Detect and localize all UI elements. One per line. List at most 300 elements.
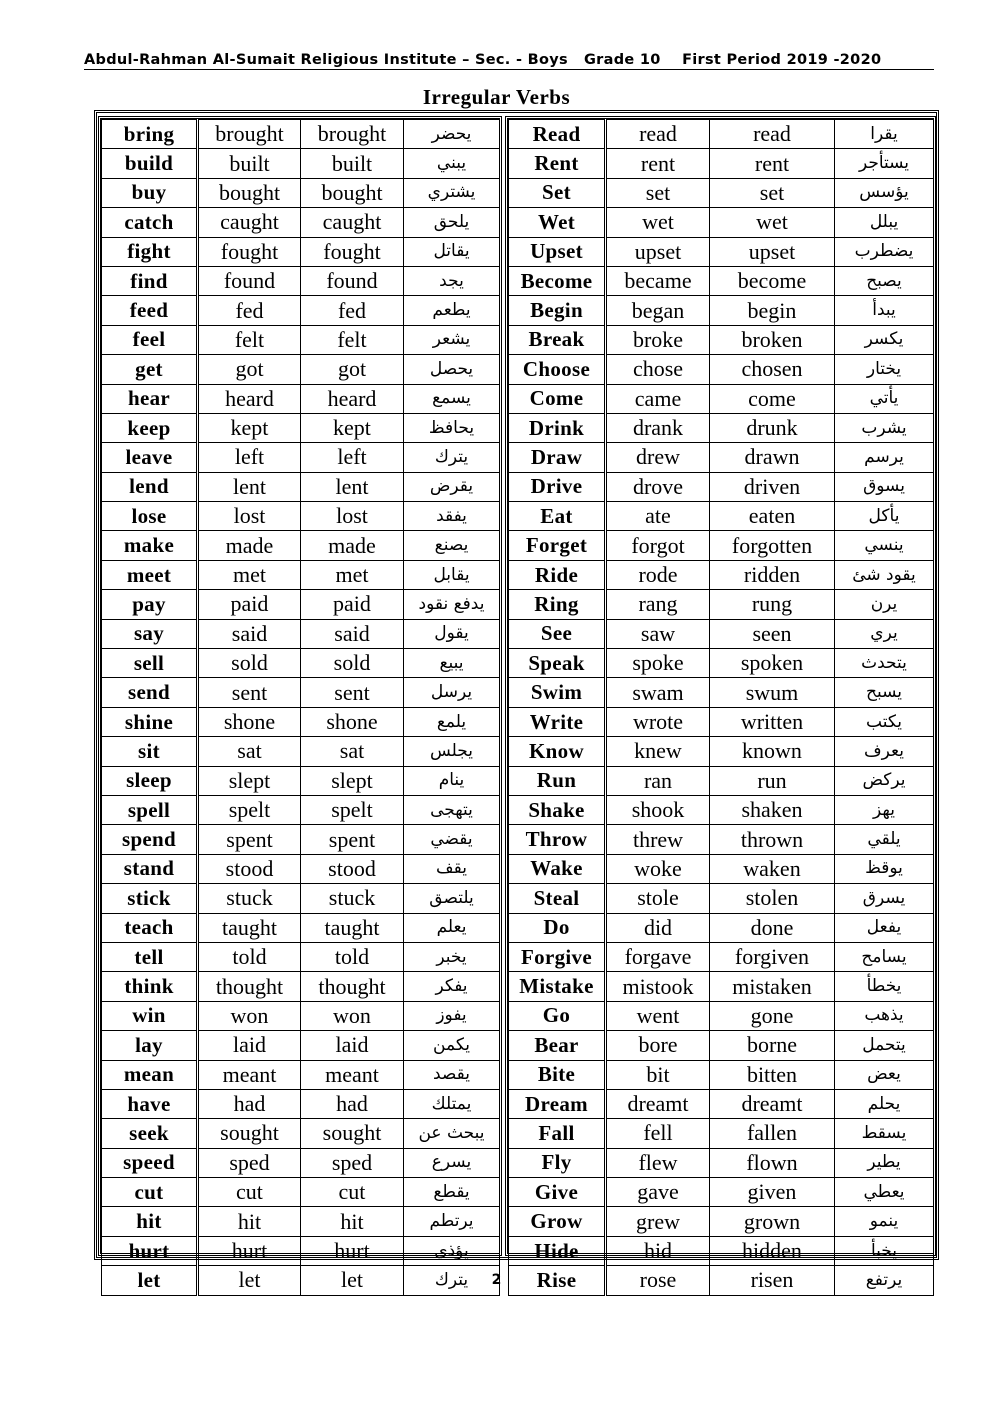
past-participle: wet	[710, 208, 835, 237]
verb-row	[102, 296, 500, 325]
past-participle: swum	[710, 678, 835, 707]
verb-row	[102, 531, 500, 560]
verb-row	[509, 913, 934, 942]
base-form: Grow	[509, 1207, 606, 1236]
past-simple: did	[606, 913, 710, 942]
base-form: pay	[102, 590, 198, 619]
base-form: Write	[509, 707, 606, 736]
verb-row	[509, 972, 934, 1001]
verb-row	[509, 649, 934, 678]
base-form: feed	[102, 296, 198, 325]
arabic-meaning: يسبح	[835, 678, 934, 707]
verb-row	[509, 237, 934, 266]
past-participle: heard	[301, 384, 404, 413]
verb-row	[102, 208, 500, 237]
past-simple: let	[198, 1266, 301, 1295]
past-simple: forgot	[606, 531, 710, 560]
arabic-meaning: يبدأ	[835, 296, 934, 325]
verb-row	[509, 120, 934, 149]
base-form: find	[102, 266, 198, 295]
past-simple: drew	[606, 443, 710, 472]
base-form: Eat	[509, 502, 606, 531]
past-participle: borne	[710, 1031, 835, 1060]
verb-row	[509, 737, 934, 766]
past-participle: drawn	[710, 443, 835, 472]
past-participle: meant	[301, 1060, 404, 1089]
verb-row	[509, 296, 934, 325]
base-form: buy	[102, 178, 198, 207]
base-form: say	[102, 619, 198, 648]
past-simple: spoke	[606, 649, 710, 678]
verb-row	[509, 149, 934, 178]
base-form: Set	[509, 178, 606, 207]
arabic-meaning: يرتفع	[835, 1266, 934, 1295]
past-participle: known	[710, 737, 835, 766]
past-participle: sped	[301, 1148, 404, 1177]
verb-row	[102, 325, 500, 354]
past-participle: stolen	[710, 884, 835, 913]
verb-row	[102, 1236, 500, 1265]
base-form: Steal	[509, 884, 606, 913]
past-simple: came	[606, 384, 710, 413]
past-participle: bought	[301, 178, 404, 207]
arabic-meaning: يقف	[404, 854, 500, 883]
verb-row	[102, 649, 500, 678]
arabic-meaning: يكسر	[835, 325, 934, 354]
arabic-meaning: يبيع	[404, 649, 500, 678]
verb-row	[509, 825, 934, 854]
verb-row	[509, 766, 934, 795]
verb-row	[102, 266, 500, 295]
verbs-table-left-body	[102, 120, 500, 1296]
base-form: spend	[102, 825, 198, 854]
base-form: Fly	[509, 1148, 606, 1177]
past-participle: met	[301, 560, 404, 589]
verb-row	[102, 942, 500, 971]
past-participle: told	[301, 942, 404, 971]
base-form: Read	[509, 120, 606, 149]
past-simple: threw	[606, 825, 710, 854]
arabic-meaning: ينام	[404, 766, 500, 795]
verb-row	[509, 413, 934, 442]
past-participle: let	[301, 1266, 404, 1295]
past-participle: driven	[710, 472, 835, 501]
verb-row	[509, 678, 934, 707]
base-form: catch	[102, 208, 198, 237]
past-participle: paid	[301, 590, 404, 619]
base-form: Bite	[509, 1060, 606, 1089]
past-simple: slept	[198, 766, 301, 795]
verb-row	[509, 502, 934, 531]
past-participle: written	[710, 707, 835, 736]
verb-row	[102, 178, 500, 207]
institute-name: Abdul-Rahman Al-Sumait Religious Institute – Sec. - Boys	[84, 52, 568, 68]
past-participle: begin	[710, 296, 835, 325]
base-form: Throw	[509, 825, 606, 854]
period-label: First Period 2019 -2020	[682, 52, 882, 68]
base-form: sleep	[102, 766, 198, 795]
arabic-meaning: يعرف	[835, 737, 934, 766]
verb-row	[102, 149, 500, 178]
arabic-meaning: يري	[835, 619, 934, 648]
arabic-meaning: يرسم	[835, 443, 934, 472]
verb-row	[509, 384, 934, 413]
verbs-table-right	[505, 116, 936, 1293]
base-form: Choose	[509, 355, 606, 384]
verb-row	[509, 1031, 934, 1060]
past-simple: got	[198, 355, 301, 384]
past-simple: meant	[198, 1060, 301, 1089]
past-simple: laid	[198, 1031, 301, 1060]
past-simple: had	[198, 1089, 301, 1118]
past-simple: gave	[606, 1178, 710, 1207]
past-participle: eaten	[710, 502, 835, 531]
past-participle: forgotten	[710, 531, 835, 560]
past-simple: brought	[198, 120, 301, 149]
past-simple: rent	[606, 149, 710, 178]
past-participle: stood	[301, 854, 404, 883]
arabic-meaning: يطير	[835, 1148, 934, 1177]
page-number: 2	[491, 1272, 502, 1288]
verb-row	[102, 913, 500, 942]
verb-row	[509, 1001, 934, 1030]
arabic-meaning: يلقي	[835, 825, 934, 854]
verb-row	[102, 1031, 500, 1060]
base-form: win	[102, 1001, 198, 1030]
base-form: spell	[102, 795, 198, 824]
verb-row	[102, 884, 500, 913]
past-participle: set	[710, 178, 835, 207]
past-simple: fought	[198, 237, 301, 266]
arabic-meaning: يرسل	[404, 678, 500, 707]
base-form: Rise	[509, 1266, 606, 1295]
past-simple: taught	[198, 913, 301, 942]
past-simple: told	[198, 942, 301, 971]
arabic-meaning: يبلل	[835, 208, 934, 237]
arabic-meaning: يشعر	[404, 325, 500, 354]
arabic-meaning: يقطع	[404, 1178, 500, 1207]
arabic-meaning: يختار	[835, 355, 934, 384]
past-simple: spent	[198, 825, 301, 854]
verb-row	[509, 472, 934, 501]
past-simple: swam	[606, 678, 710, 707]
past-simple: grew	[606, 1207, 710, 1236]
verb-row	[509, 1236, 934, 1265]
verb-row	[509, 795, 934, 824]
base-form: seek	[102, 1119, 198, 1148]
past-simple: dreamt	[606, 1089, 710, 1118]
past-participle: sought	[301, 1119, 404, 1148]
arabic-meaning: يرتطم	[404, 1207, 500, 1236]
verb-row	[102, 825, 500, 854]
arabic-meaning: يمتلك	[404, 1089, 500, 1118]
past-participle: said	[301, 619, 404, 648]
arabic-meaning: يقرا	[835, 120, 934, 149]
past-simple: cut	[198, 1178, 301, 1207]
verb-row	[509, 355, 934, 384]
arabic-meaning: يؤسس	[835, 178, 934, 207]
past-simple: bought	[198, 178, 301, 207]
verb-row	[509, 1060, 934, 1089]
arabic-meaning: يطعم	[404, 296, 500, 325]
base-form: Know	[509, 737, 606, 766]
base-form: Swim	[509, 678, 606, 707]
verb-row	[509, 531, 934, 560]
past-simple: stood	[198, 854, 301, 883]
past-simple: sat	[198, 737, 301, 766]
verb-row	[102, 120, 500, 149]
past-participle: left	[301, 443, 404, 472]
verb-row	[509, 590, 934, 619]
arabic-meaning: يلمع	[404, 707, 500, 736]
past-simple: thought	[198, 972, 301, 1001]
base-form: Wake	[509, 854, 606, 883]
base-form: Speak	[509, 649, 606, 678]
past-simple: became	[606, 266, 710, 295]
verb-row	[102, 560, 500, 589]
past-participle: forgiven	[710, 942, 835, 971]
past-participle: fallen	[710, 1119, 835, 1148]
arabic-meaning: يصنع	[404, 531, 500, 560]
base-form: Begin	[509, 296, 606, 325]
arabic-meaning: يفعل	[835, 913, 934, 942]
arabic-meaning: يخبر	[404, 942, 500, 971]
base-form: Hide	[509, 1236, 606, 1265]
arabic-meaning: يجد	[404, 266, 500, 295]
arabic-meaning: يبحث عن	[404, 1119, 500, 1148]
past-simple: went	[606, 1001, 710, 1030]
past-participle: flown	[710, 1148, 835, 1177]
verb-row	[509, 1148, 934, 1177]
past-participle: rent	[710, 149, 835, 178]
arabic-meaning: يتحمل	[835, 1031, 934, 1060]
past-simple: kept	[198, 413, 301, 442]
arabic-meaning: يشتري	[404, 178, 500, 207]
base-form: Give	[509, 1178, 606, 1207]
arabic-meaning: يأكل	[835, 502, 934, 531]
arabic-meaning: يقصد	[404, 1060, 500, 1089]
arabic-meaning: يحافظ	[404, 413, 500, 442]
arabic-meaning: يقود شئ	[835, 560, 934, 589]
arabic-meaning: يذهب	[835, 1001, 934, 1030]
base-form: send	[102, 678, 198, 707]
arabic-meaning: يلحق	[404, 208, 500, 237]
past-simple: fell	[606, 1119, 710, 1148]
past-simple: lent	[198, 472, 301, 501]
past-participle: laid	[301, 1031, 404, 1060]
past-simple: drove	[606, 472, 710, 501]
past-simple: paid	[198, 590, 301, 619]
base-form: hit	[102, 1207, 198, 1236]
verb-row	[509, 208, 934, 237]
base-form: Upset	[509, 237, 606, 266]
past-simple: found	[198, 266, 301, 295]
base-form: Forget	[509, 531, 606, 560]
past-simple: left	[198, 443, 301, 472]
arabic-meaning: يقول	[404, 619, 500, 648]
arabic-meaning: يقابل	[404, 560, 500, 589]
base-form: keep	[102, 413, 198, 442]
past-simple: caught	[198, 208, 301, 237]
base-form: Do	[509, 913, 606, 942]
base-form: lose	[102, 502, 198, 531]
verb-row	[102, 766, 500, 795]
past-participle: run	[710, 766, 835, 795]
base-form: Forgive	[509, 942, 606, 971]
arabic-meaning: يهز	[835, 795, 934, 824]
past-participle: chosen	[710, 355, 835, 384]
base-form: Fall	[509, 1119, 606, 1148]
past-simple: wet	[606, 208, 710, 237]
past-simple: sold	[198, 649, 301, 678]
verb-row	[509, 1178, 934, 1207]
arabic-meaning: ينسي	[835, 531, 934, 560]
verb-row	[509, 942, 934, 971]
arabic-meaning: يرن	[835, 590, 934, 619]
base-form: meet	[102, 560, 198, 589]
document-header	[84, 51, 934, 70]
arabic-meaning: يسامح	[835, 942, 934, 971]
past-participle: cut	[301, 1178, 404, 1207]
verb-row	[102, 707, 500, 736]
past-simple: felt	[198, 325, 301, 354]
past-participle: drunk	[710, 413, 835, 442]
arabic-meaning: يدفع نقود	[404, 590, 500, 619]
arabic-meaning: يقرض	[404, 472, 500, 501]
base-form: stick	[102, 884, 198, 913]
verb-row	[509, 707, 934, 736]
base-form: hear	[102, 384, 198, 413]
past-simple: lost	[198, 502, 301, 531]
base-form: think	[102, 972, 198, 1001]
verb-row	[102, 1178, 500, 1207]
past-simple: broke	[606, 325, 710, 354]
arabic-meaning: يؤذي	[404, 1236, 500, 1265]
past-participle: felt	[301, 325, 404, 354]
arabic-meaning: ينمو	[835, 1207, 934, 1236]
past-simple: woke	[606, 854, 710, 883]
past-participle: upset	[710, 237, 835, 266]
past-simple: heard	[198, 384, 301, 413]
verb-row	[509, 178, 934, 207]
past-participle: waken	[710, 854, 835, 883]
base-form: feel	[102, 325, 198, 354]
arabic-meaning: يعطي	[835, 1178, 934, 1207]
arabic-meaning: يعلم	[404, 913, 500, 942]
past-participle: rung	[710, 590, 835, 619]
verb-row	[102, 1207, 500, 1236]
past-simple: said	[198, 619, 301, 648]
past-simple: upset	[606, 237, 710, 266]
past-participle: lent	[301, 472, 404, 501]
verb-row	[509, 884, 934, 913]
verb-row	[102, 472, 500, 501]
base-form: hurt	[102, 1236, 198, 1265]
past-participle: made	[301, 531, 404, 560]
arabic-meaning: يحلم	[835, 1089, 934, 1118]
base-form: make	[102, 531, 198, 560]
past-participle: bitten	[710, 1060, 835, 1089]
past-participle: seen	[710, 619, 835, 648]
past-simple: stole	[606, 884, 710, 913]
page-title: Irregular Verbs	[422, 85, 571, 109]
verb-row	[102, 1119, 500, 1148]
arabic-meaning: يقاتل	[404, 237, 500, 266]
past-participle: spoken	[710, 649, 835, 678]
past-participle: spelt	[301, 795, 404, 824]
past-simple: hurt	[198, 1236, 301, 1265]
arabic-meaning: يتهجى	[404, 795, 500, 824]
arabic-meaning: يستأجر	[835, 149, 934, 178]
past-participle: had	[301, 1089, 404, 1118]
past-participle: fed	[301, 296, 404, 325]
arabic-meaning: يسرع	[404, 1148, 500, 1177]
base-form: Wet	[509, 208, 606, 237]
arabic-meaning: يأتي	[835, 384, 934, 413]
verb-row	[509, 266, 934, 295]
past-simple: sent	[198, 678, 301, 707]
past-simple: bit	[606, 1060, 710, 1089]
verb-row	[102, 1001, 500, 1030]
base-form: lend	[102, 472, 198, 501]
verbs-table-right-body	[509, 120, 934, 1296]
past-simple: chose	[606, 355, 710, 384]
past-participle: kept	[301, 413, 404, 442]
past-simple: sped	[198, 1148, 301, 1177]
arabic-meaning: يسقط	[835, 1119, 934, 1148]
base-form: Become	[509, 266, 606, 295]
past-participle: sat	[301, 737, 404, 766]
past-simple: saw	[606, 619, 710, 648]
past-participle: lost	[301, 502, 404, 531]
past-simple: mistook	[606, 972, 710, 1001]
arabic-meaning: يركض	[835, 766, 934, 795]
base-form: Go	[509, 1001, 606, 1030]
arabic-meaning: يسوق	[835, 472, 934, 501]
grade-label: Grade 10	[583, 52, 661, 68]
past-participle: stuck	[301, 884, 404, 913]
past-participle: dreamt	[710, 1089, 835, 1118]
verb-row	[102, 590, 500, 619]
verb-row	[102, 1060, 500, 1089]
past-participle: shone	[301, 707, 404, 736]
past-participle: shaken	[710, 795, 835, 824]
past-participle: thought	[301, 972, 404, 1001]
base-form: lay	[102, 1031, 198, 1060]
past-participle: become	[710, 266, 835, 295]
arabic-meaning: يوقظ	[835, 854, 934, 883]
past-simple: spelt	[198, 795, 301, 824]
base-form: Break	[509, 325, 606, 354]
past-participle: won	[301, 1001, 404, 1030]
base-form: shine	[102, 707, 198, 736]
base-form: get	[102, 355, 198, 384]
past-participle: found	[301, 266, 404, 295]
verb-row	[102, 737, 500, 766]
verb-row	[102, 384, 500, 413]
verb-row	[102, 619, 500, 648]
arabic-meaning: يحصل	[404, 355, 500, 384]
verb-row	[509, 560, 934, 589]
base-form: Draw	[509, 443, 606, 472]
past-simple: flew	[606, 1148, 710, 1177]
base-form: stand	[102, 854, 198, 883]
base-form: speed	[102, 1148, 198, 1177]
past-participle: risen	[710, 1266, 835, 1295]
past-simple: ate	[606, 502, 710, 531]
arabic-meaning: يقضي	[404, 825, 500, 854]
base-form: Drive	[509, 472, 606, 501]
